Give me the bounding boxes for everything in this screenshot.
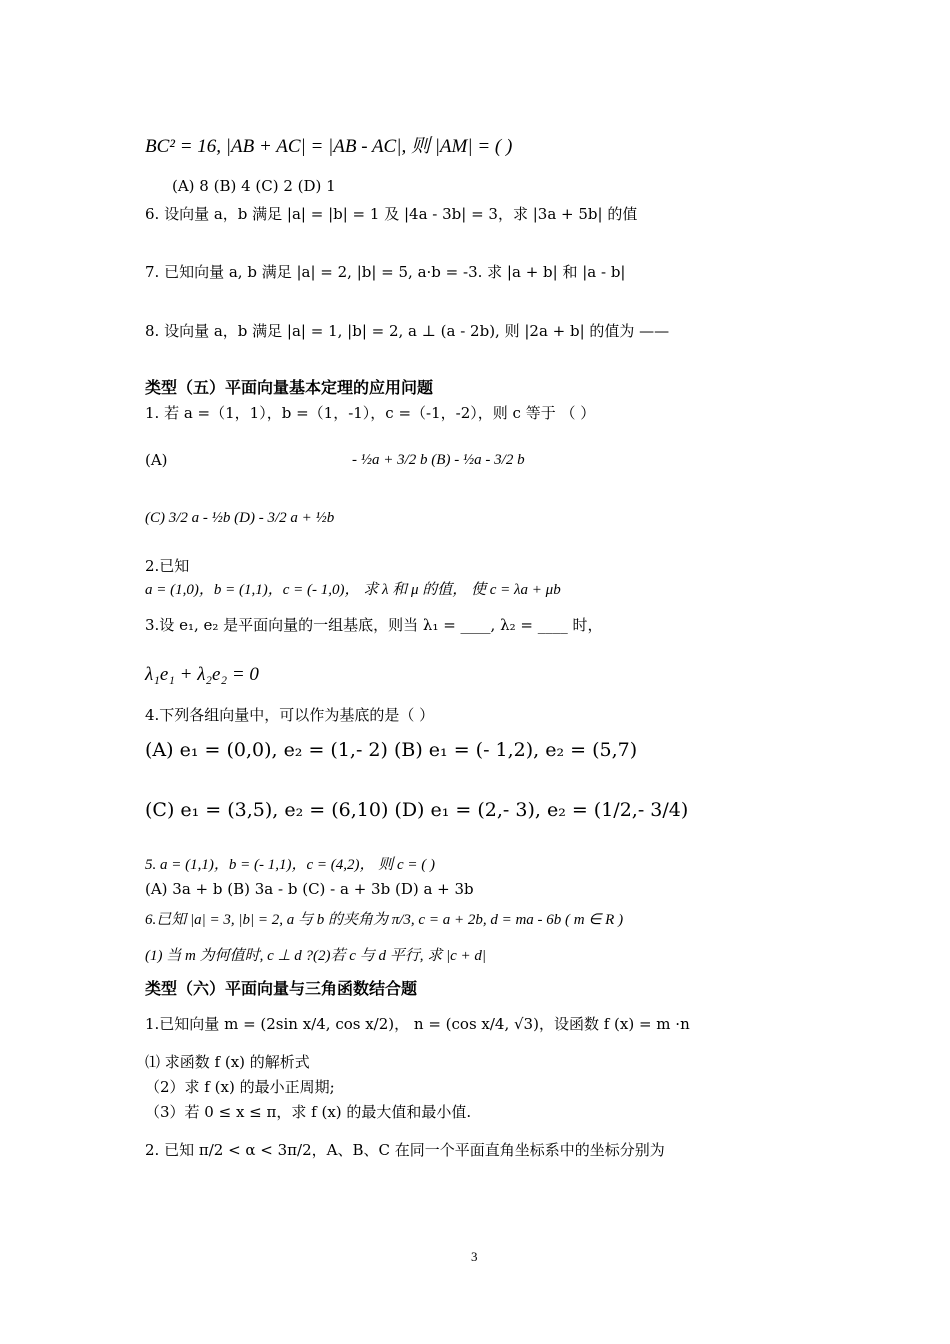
equation-line: λ₁e₁ + λ₂e₂ = 0 [145,664,259,685]
question-6-1: 1.已知向量 m = (2sin x/4, cos x/2)， n = (cos x/4, √3)，设函数 f (x) = m ·n [145,1015,690,1033]
choice-a-label: (A) [145,451,168,469]
question-5-6: 6.已知 |a| = 3, |b| = 2, a 与 b 的夹角为 π/3, c = a + 2b, d = ma - 6b ( m ∈ R ) [145,912,624,928]
question-5-4: 4.下列各组向量中，可以作为基底的是（ ） [145,706,435,724]
choices-line-2: - ½a + 3/2 b (B) - ½a - 3/2 b [352,452,525,468]
question-6-2: 2. 已知 π/2 < α < 3π/2，A、B、C 在同一个平面直角坐标系中的坐标分别为 [145,1141,665,1159]
question-5-3: 3.设 e₁, e₂ 是平面向量的一组基底，则当 λ₁ = ____, λ₂ = ____ 时， [145,616,603,634]
sub-question-2: （2）求 f (x) 的最小正周期; [145,1078,335,1096]
section-heading-5: 类型（五）平面向量基本定理的应用问题 [145,378,434,397]
choices-line-4: (A) e₁ = (0,0), e₂ = (1,- 2) (B) e₁ = (- 1,2), e₂ = (5,7) [145,739,638,761]
page-number: 3 [471,1249,478,1264]
choices-line-5: (C) e₁ = (3,5), e₂ = (6,10) (D) e₁ = (2,- 3), e₂ = (1/2,- 3/4) [145,799,689,821]
question-8: 8. 设向量 a，b 满足 |a| = 1, |b| = 2, a ⊥ (a - 2b), 则 |2a + b| 的值为 —— [145,322,670,340]
text-line-1: BC² = 16, |AB + AC| = |AB - AC|, 则 |AM| = ( ) [145,136,513,157]
choices-line-1: (A) 8 (B) 4 (C) 2 (D) 1 [172,177,336,195]
choices-line-3: (C) 3/2 a - ½b (D) - 3/2 a + ½b [145,510,335,526]
sub-question-1: ⑴ 求函数 f (x) 的解析式 [145,1053,310,1071]
question-5-6-sub: (1) 当 m 为何值时, c ⊥ d ?(2)若 c 与 d 平行, 求 |c + d| [145,948,486,964]
question-6: 6. 设向量 a，b 满足 |a| = |b| = 1 及 |4a - 3b| = 3，求 |3a + 5b| 的值 [145,205,638,223]
question-5-2: a = (1,0)，b = (1,1)，c = (- 1,0)， 求 λ 和 μ 的值， 使 c = λa + μb [145,582,561,598]
question-5-5: 5. a = (1,1)，b = (- 1,1)，c = (4,2)， 则 c = ( ) [145,857,436,873]
choices-line-6: (A) 3a + b (B) 3a - b (C) - a + 3b (D) a + 3b [145,880,474,898]
section-heading-6: 类型（六）平面向量与三角函数结合题 [145,979,418,998]
question-5-2-intro: 2.已知 [145,557,190,575]
sub-question-3: （3）若 0 ≤ x ≤ π，求 f (x) 的最大值和最小值. [145,1103,472,1121]
question-5-1: 1. 若 a =（1，1），b =（1，-1），c =（-1，-2），则 c 等于 （ ） [145,404,596,422]
question-7: 7. 已知向量 a, b 满足 |a| = 2, |b| = 5, a·b = -3. 求 |a + b| 和 |a - b| [145,263,626,281]
